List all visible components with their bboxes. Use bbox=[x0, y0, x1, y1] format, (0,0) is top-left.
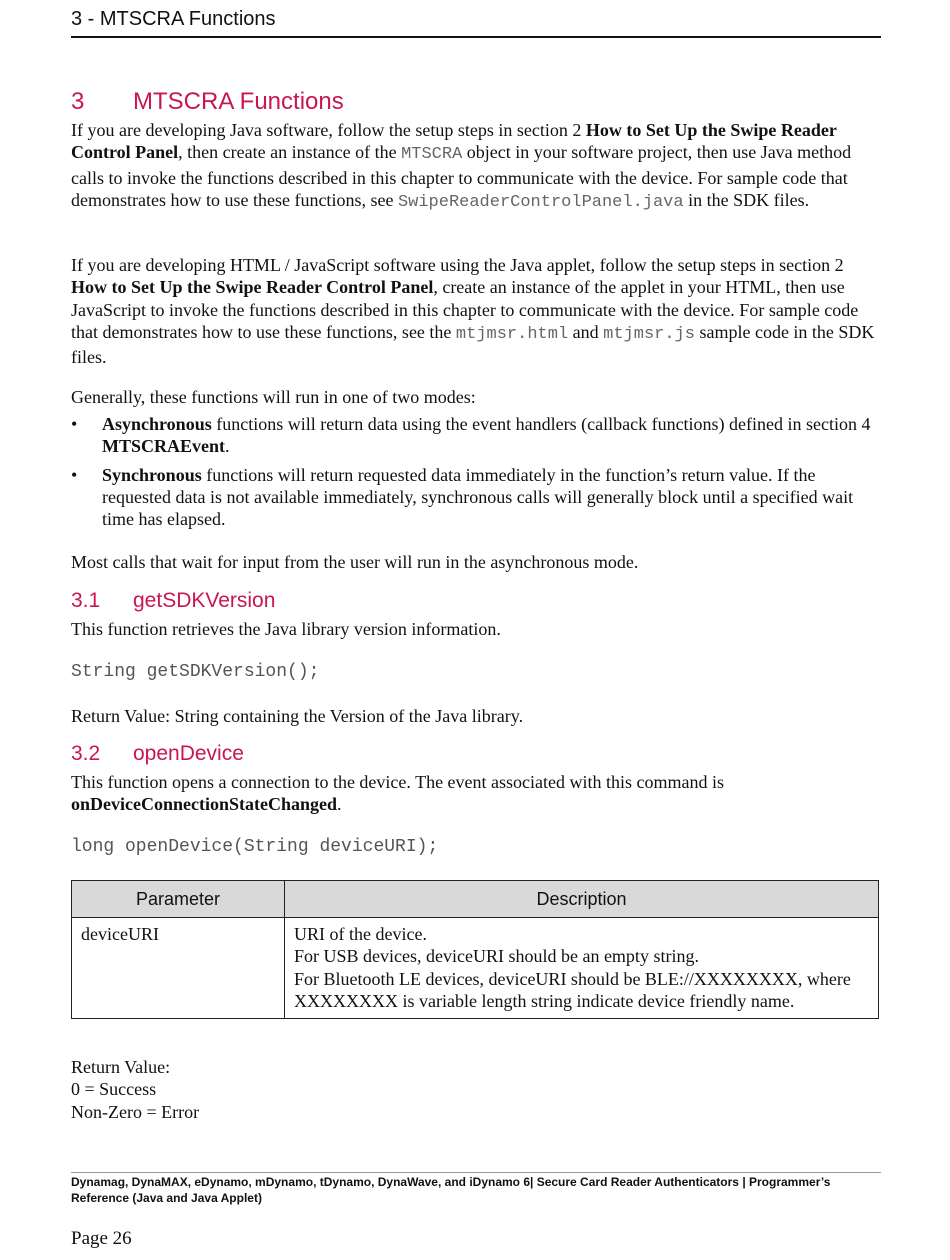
parameter-table bbox=[71, 880, 879, 1019]
section-heading bbox=[71, 88, 344, 116]
column-header: Parameter bbox=[72, 881, 285, 918]
list-item bbox=[71, 413, 881, 458]
return-error: Non-Zero = Error bbox=[71, 1101, 200, 1122]
text-run: If you are developing HTML / JavaScript software using the Java applet, follow the setup steps in section 2 bbox=[71, 255, 844, 275]
text-run: object in your software project, then use Java method calls to invoke the functions described in this chapter to communicate with the device. For sample code that demonstrates how to use these functions, see bbox=[71, 142, 852, 210]
subsection-number: 3.1 bbox=[71, 589, 101, 612]
subsection-title: getSDKVersion bbox=[133, 589, 276, 612]
event-name: onDeviceConnectionStateChanged bbox=[71, 794, 337, 815]
mode-term: Synchronous bbox=[102, 464, 202, 485]
intro-java-paragraph bbox=[71, 119, 881, 214]
code-file-name: mtjmsr.js bbox=[603, 324, 695, 344]
text-run: , then create an instance of the bbox=[178, 142, 402, 163]
section-number: 3 bbox=[71, 88, 85, 115]
section-reference: MTSCRAEvent bbox=[102, 436, 226, 457]
text-run: and bbox=[568, 321, 604, 342]
section-reference: How to Set Up the Swipe Reader Control Panel bbox=[71, 120, 837, 163]
text-run: functions will return requested data immediately in the function’s return value. If the requested data is not available immediately, synchronous calls will generally block until a specified wait time has elapsed. bbox=[102, 464, 854, 530]
return-value-block bbox=[71, 1056, 881, 1123]
intro-html-paragraph bbox=[71, 254, 881, 368]
subsection-heading bbox=[71, 589, 275, 613]
parameter-description bbox=[285, 918, 879, 1019]
code-object-name: MTSCRA bbox=[401, 145, 463, 165]
function-description bbox=[71, 771, 881, 816]
description-line: URI of the device. bbox=[294, 924, 427, 944]
function-signature: String getSDKVersion(); bbox=[71, 662, 320, 682]
section-reference: How to Set Up the Swipe Reader Control Panel bbox=[71, 277, 434, 298]
list-item bbox=[71, 464, 881, 531]
page-number: Page 26 bbox=[71, 1228, 132, 1249]
text-run: sample code in the SDK files. bbox=[71, 321, 875, 368]
text-run: If you are developing Java software, follow the setup steps in section 2 bbox=[71, 120, 586, 140]
async-note: Most calls that wait for input from the user will run in the asynchronous mode. bbox=[71, 552, 639, 572]
return-label: Return Value: bbox=[71, 1057, 171, 1077]
subsection-number: 3.2 bbox=[71, 742, 101, 765]
running-header: 3 - MTSCRA Functions bbox=[71, 8, 881, 38]
section-title: MTSCRA Functions bbox=[133, 88, 344, 115]
description-line: For USB devices, deviceURI should be an empty string. bbox=[294, 946, 699, 967]
description-line: For Bluetooth LE devices, deviceURI should be BLE://XXXXXXXX, where XXXXXXXX is variable length string indicate device friendly name. bbox=[294, 968, 851, 1011]
text-run: . bbox=[225, 436, 230, 457]
text-run: . bbox=[337, 794, 342, 815]
page-footer: Dynamag, DynaMAX, eDynamo, mDynamo, tDynamo, DynaWave, and iDynamo 6| Secure Card Reader Authenticators | Programmer’s Reference (Java and Java Applet) bbox=[71, 1172, 881, 1206]
mode-term: Asynchronous bbox=[102, 414, 212, 434]
bullet: • bbox=[71, 464, 78, 485]
modes-intro: Generally, these functions will run in one of two modes: bbox=[71, 387, 476, 407]
modes-list bbox=[71, 413, 881, 536]
return-success: 0 = Success bbox=[71, 1079, 157, 1100]
text-run: , create an instance of the applet in your HTML, then use JavaScript to invoke the functions described in this chapter to communicate with the device. For sample code that demonstrates how to use these functions, see the bbox=[71, 277, 859, 342]
column-header: Description bbox=[285, 881, 879, 918]
subsection-title: openDevice bbox=[133, 742, 244, 765]
code-file-name: SwipeReaderControlPanel.java bbox=[397, 192, 684, 212]
table-header-row bbox=[72, 881, 879, 918]
text-run: This function opens a connection to the device. The event associated with this command is bbox=[71, 772, 725, 792]
text-run: in the SDK files. bbox=[683, 189, 810, 210]
table-row bbox=[72, 918, 879, 1019]
function-signature: long openDevice(String deviceURI); bbox=[71, 837, 439, 857]
parameter-name: deviceURI bbox=[72, 918, 285, 1019]
code-file-name: mtjmsr.html bbox=[455, 324, 569, 344]
bullet: • bbox=[71, 414, 78, 434]
subsection-heading bbox=[71, 742, 244, 766]
text-run: functions will return data using the event handlers (callback functions) defined in section 4 bbox=[211, 414, 871, 434]
function-description: This function retrieves the Java library version information. bbox=[71, 619, 501, 639]
return-value: Return Value: String containing the Version of the Java library. bbox=[71, 706, 524, 726]
